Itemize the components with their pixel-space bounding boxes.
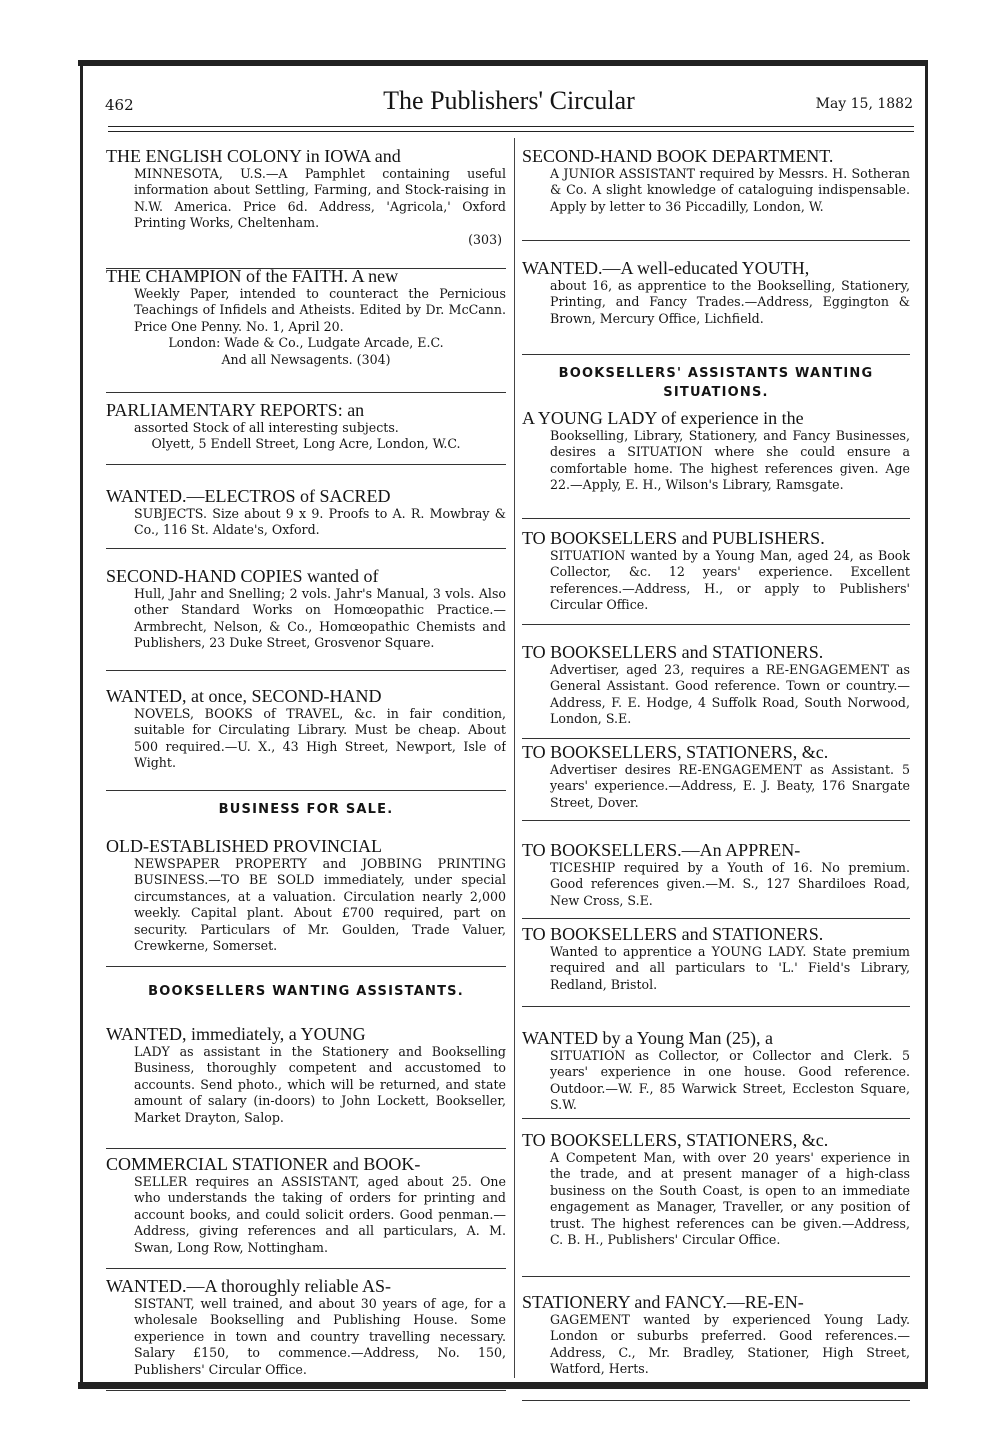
- ad-headline: THE ENGLISH COLONY in IOWA and: [106, 146, 401, 166]
- advertisement: [106, 566, 506, 666]
- ad-separator: [522, 624, 910, 625]
- ad-body: SISTANT, well trained, and about 30 years of age, for a wholesale Bookselling and Publishing House. Some experience in town and country travelling necessary. Salary £150, to commence.—Address, No. 150, Publishers' Circular Office.: [134, 1296, 506, 1377]
- ad-address: And all Newsagents. (304): [221, 351, 391, 367]
- ad-body: A Competent Man, with over 20 years' experience in the trade, and at present manager of a high-class business on the South Coast, is open to an immediate engagement as Manager, Traveller, or any position of trust. The highest references can be given.—Address, C. B. H., Publishers' Circular Office.: [550, 1150, 910, 1248]
- advertisement: [522, 408, 910, 514]
- ad-separator: [522, 354, 910, 355]
- ad-headline: TO BOOKSELLERS, STATIONERS, &c.: [522, 1130, 829, 1150]
- ad-separator: [106, 1148, 506, 1149]
- running-header: [105, 86, 913, 120]
- ad-headline: STATIONERY and FANCY.—RE-EN-: [522, 1292, 804, 1312]
- ad-separator: [522, 1400, 910, 1401]
- advertisement: [106, 1024, 506, 1144]
- ad-body: Weekly Paper, intended to counteract the Pernicious Teachings of Infidels and Atheists. Edited by Dr. McCann. Price One Penny. No. 1, April 20.: [134, 286, 506, 334]
- advertisement: [106, 1276, 506, 1386]
- ad-separator: [106, 1268, 506, 1269]
- advertisement: [106, 266, 506, 388]
- ad-headline: TO BOOKSELLERS.—An APPREN-: [522, 840, 801, 860]
- ad-headline: TO BOOKSELLERS and STATIONERS.: [522, 642, 824, 662]
- ad-body: NOVELS, BOOKS of TRAVEL, &c. in fair condition, suitable for Circulating Library. Must be cheap. About 500 required.—U. X., 43 High Street, Newport, Isle of Wight.: [134, 706, 506, 771]
- ad-separator: [106, 1390, 506, 1391]
- ad-body: Hull, Jahr and Snelling; 2 vols. Jahr's Manual, 3 vols. Also other Standard Works on Homœopathic Practice.—Armbrecht, Nelson, & Co., Homœopathic Chemists and Publishers, 23 Duke Street, Grosvenor Square.: [134, 586, 506, 651]
- advertisement: [522, 528, 910, 620]
- advertisement: [522, 1292, 910, 1396]
- ad-separator: [522, 918, 910, 919]
- advertisement: [106, 146, 506, 264]
- ad-headline: WANTED, at once, SECOND-HAND: [106, 686, 382, 706]
- ad-body: A JUNIOR ASSISTANT required by Messrs. H. Sotheran & Co. A slight knowledge of cataloguing indispensable. Apply by letter to 36 Piccadilly, London, W.: [550, 166, 910, 214]
- ad-body: GAGEMENT wanted by experienced Young Lady. London or suburbs preferred. Good references.—Address, C., Mr. Bradley, Stationer, High Street, Watford, Herts.: [550, 1312, 910, 1377]
- ad-reference-number: (303): [468, 231, 502, 247]
- column-divider: [514, 138, 515, 1378]
- ad-headline: WANTED.—ELECTROS of SACRED: [106, 486, 391, 506]
- ad-body: Wanted to apprentice a YOUNG LADY. State premium required and all particulars to 'L.' Field's Library, Redland, Bristol.: [550, 944, 910, 992]
- ad-headline: WANTED.—A well-educated YOUTH,: [522, 258, 810, 278]
- ad-separator: [106, 966, 506, 967]
- header-rule: [108, 126, 914, 127]
- advertisement: [522, 1130, 910, 1272]
- ad-separator: [522, 240, 910, 241]
- ad-headline: WANTED by a Young Man (25), a: [522, 1028, 773, 1048]
- section-heading: BOOKSELLERS WANTING ASSISTANTS.: [148, 984, 464, 999]
- ad-body: LADY as assistant in the Stationery and Bookselling Business, thoroughly competent and accustomed to accounts. Send photo., which will be returned, and state amount of salary (in-doors) to John Lockett, Bookseller, Market Drayton, Salop.: [134, 1044, 506, 1125]
- ad-body: MINNESOTA, U.S.—A Pamphlet containing useful information about Settling, Farming, and Stock-raising in N.W. America. Price 6d. Address, 'Agricola,' Oxford Printing Works, Cheltenham.: [134, 166, 506, 231]
- advertisement: [522, 258, 910, 350]
- issue-date: May 15, 1882: [815, 96, 913, 112]
- ad-separator: [106, 790, 506, 791]
- ad-headline: COMMERCIAL STATIONER and BOOK-: [106, 1154, 421, 1174]
- ad-headline: A YOUNG LADY of experience in the: [522, 408, 804, 428]
- ad-body: Advertiser, aged 23, requires a RE-ENGAGEMENT as General Assistant. Good reference. Town or country.—Address, F. E. Hodge, 4 Suffolk Road, South Norwood, London, S.E.: [550, 662, 910, 727]
- advertisement: [522, 146, 910, 236]
- advertisement: [106, 686, 506, 786]
- ad-separator: [522, 738, 910, 739]
- ad-body: SITUATION as Collector, or Collector and Clerk. 5 years' experience in one house. Good reference. Outdoor.—W. F., 85 Warwick Street, Eccleston Square, S.W.: [550, 1048, 910, 1113]
- ad-headline: TO BOOKSELLERS and STATIONERS.: [522, 924, 824, 944]
- ad-separator: [106, 392, 506, 393]
- ad-headline: WANTED, immediately, a YOUNG: [106, 1024, 366, 1044]
- ad-body: Bookselling, Library, Stationery, and Fancy Businesses, desires a SITUATION where she could ensure a comfortable home. The highest references given. Age 22.—Apply, E. H., Wilson's Library, Ramsgate.: [550, 428, 910, 493]
- ad-headline: SECOND-HAND BOOK DEPARTMENT.: [522, 146, 834, 166]
- ad-body: Advertiser desires RE-ENGAGEMENT as Assistant. 5 years' experience.—Address, E. J. Beaty, 176 Snargate Street, Dover.: [550, 762, 910, 810]
- advertisement: [522, 840, 910, 914]
- ad-separator: [522, 1276, 910, 1277]
- ad-headline: TO BOOKSELLERS and PUBLISHERS.: [522, 528, 825, 548]
- ad-body: about 16, as apprentice to the Bookselling, Stationery, Printing, and Fancy Trades.—Address, Eggington & Brown, Mercury Office, Lichfield.: [550, 278, 910, 326]
- ad-headline: PARLIAMENTARY REPORTS: an: [106, 400, 365, 420]
- ad-body: SITUATION wanted by a Young Man, aged 24, as Book Collector, &c. 12 years' experience. Excellent references.—Address, H., or apply to Publishers' Circular Office.: [550, 548, 910, 613]
- ad-address: London: Wade & Co., Ludgate Arcade, E.C.: [168, 335, 444, 351]
- advertisement: [106, 486, 506, 544]
- ad-body: NEWSPAPER PROPERTY and JOBBING PRINTING BUSINESS.—TO BE SOLD immediately, under special circumstances, at a valuation. Circulation nearly 2,000 weekly. Capital plant. About £700 required, part on security. Particulars of Mr. Goulden, Trade Valuer, Crewkerne, Somerset.: [134, 856, 506, 954]
- ad-body: TICESHIP required by a Youth of 16. No premium. Good references given.—M. S., 127 Shardiloes Road, New Cross, S.E.: [550, 860, 910, 908]
- section-heading: BOOKSELLERS' ASSISTANTS WANTING SITUATIONS.: [558, 366, 874, 400]
- ad-body: SUBJECTS. Size about 9 x 9. Proofs to A. R. Mowbray & Co., 116 St. Aldate's, Oxford.: [134, 506, 506, 538]
- ad-separator: [106, 464, 506, 465]
- ad-separator: [522, 518, 910, 519]
- ad-headline: THE CHAMPION of the FAITH. A new: [106, 266, 399, 286]
- advertisement: [522, 642, 910, 734]
- ad-headline: OLD-ESTABLISHED PROVINCIAL: [106, 836, 383, 856]
- advertisement: [522, 1028, 910, 1114]
- page-title: The Publishers' Circular: [383, 86, 635, 115]
- section-heading: BUSINESS FOR SALE.: [218, 802, 394, 817]
- advertisement: [106, 400, 506, 460]
- ad-separator: [106, 548, 506, 549]
- advertisement: [106, 1154, 506, 1264]
- ad-separator: [522, 1006, 910, 1007]
- advertisement: [522, 742, 910, 816]
- ad-headline: SECOND-HAND COPIES wanted of: [106, 566, 379, 586]
- ad-separator: [522, 820, 910, 821]
- advertisement: [106, 836, 506, 962]
- ad-body: assorted Stock of all interesting subjects.: [134, 420, 399, 435]
- ad-address: Olyett, 5 Endell Street, Long Acre, London, W.C.: [151, 436, 461, 452]
- advertisement: [522, 924, 910, 1002]
- ad-separator: [522, 1118, 910, 1119]
- ad-headline: WANTED.—A thoroughly reliable AS-: [106, 1276, 391, 1296]
- ad-headline: TO BOOKSELLERS, STATIONERS, &c.: [522, 742, 829, 762]
- ad-body: SELLER requires an ASSISTANT, aged about 25. One who understands the taking of orders for printing and account books, and could solicit orders. Good penman.—Address, giving references and all particulars, A. M. Swan, Long Row, Nottingham.: [134, 1174, 506, 1255]
- page-number: 462: [105, 96, 134, 114]
- header-rule-2: [108, 131, 914, 132]
- ad-separator: [106, 670, 506, 671]
